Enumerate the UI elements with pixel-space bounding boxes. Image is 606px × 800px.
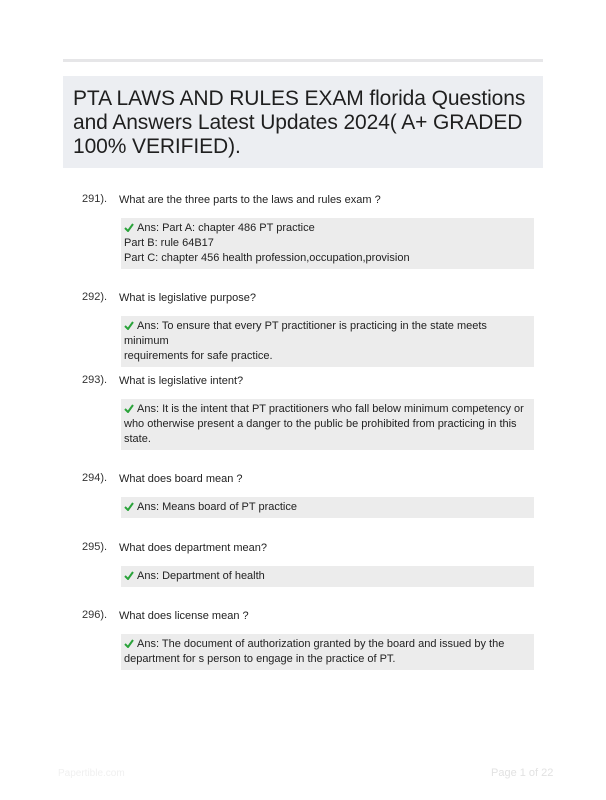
question-number: 293).	[82, 374, 108, 386]
answer-line: Part C: chapter 456 health profession,occupation,provision	[124, 252, 410, 264]
check-icon	[124, 502, 134, 511]
question-text: What does board mean ?	[119, 473, 243, 485]
title-banner	[63, 76, 543, 168]
answer-line: Ans: Department of health	[137, 570, 265, 582]
answer-line: department for s person to engage in the practice of PT.	[124, 653, 396, 665]
question-text: What are the three parts to the laws and rules exam ?	[119, 194, 381, 206]
answer-line: requirements for safe practice.	[124, 350, 273, 362]
answer-box	[121, 316, 534, 367]
question-number: 291).	[82, 193, 108, 205]
question-number: 295).	[82, 541, 108, 553]
answer-line: Ans: Means board of PT practice	[137, 501, 297, 513]
question-number: 294).	[82, 472, 108, 484]
answer-box	[121, 634, 534, 670]
answer-line: Ans: To ensure that every PT practitioner is practicing in the state meets minimum	[124, 320, 487, 347]
footer-watermark: Papertible.com	[58, 768, 125, 779]
check-icon	[124, 639, 134, 648]
answer-line: Ans: The document of authorization granted by the board and issued by the	[137, 638, 505, 650]
question-number: 296).	[82, 609, 108, 621]
answer-line: who otherwise present a danger to the public be prohibited from practicing in this	[124, 418, 517, 430]
check-icon	[124, 223, 134, 232]
answer-box	[121, 218, 534, 269]
check-icon	[124, 404, 134, 413]
answer-line: state.	[124, 433, 151, 445]
question-text: What does license mean ?	[119, 610, 249, 622]
answer-box	[121, 566, 534, 587]
answer-box	[121, 497, 534, 518]
question-text: What does department mean?	[119, 542, 267, 554]
answer-box	[121, 399, 534, 450]
check-icon	[124, 571, 134, 580]
answer-line: Ans: It is the intent that PT practitioners who fall below minimum competency or	[137, 403, 524, 415]
question-text: What is legislative intent?	[119, 375, 244, 387]
page-indicator: Page 1 of 22	[491, 767, 554, 779]
question-text: What is legislative purpose?	[119, 292, 256, 304]
question-number: 292).	[82, 291, 108, 303]
top-divider	[63, 59, 543, 62]
answer-line: Ans: Part A: chapter 486 PT practice	[137, 222, 315, 234]
answer-line: Part B: rule 64B17	[124, 237, 214, 249]
check-icon	[124, 321, 134, 330]
page-title: PTA LAWS AND RULES EXAM florida Questions and Answers Latest Updates 2024( A+ GRADED 100% VERIFIED).	[73, 87, 526, 158]
